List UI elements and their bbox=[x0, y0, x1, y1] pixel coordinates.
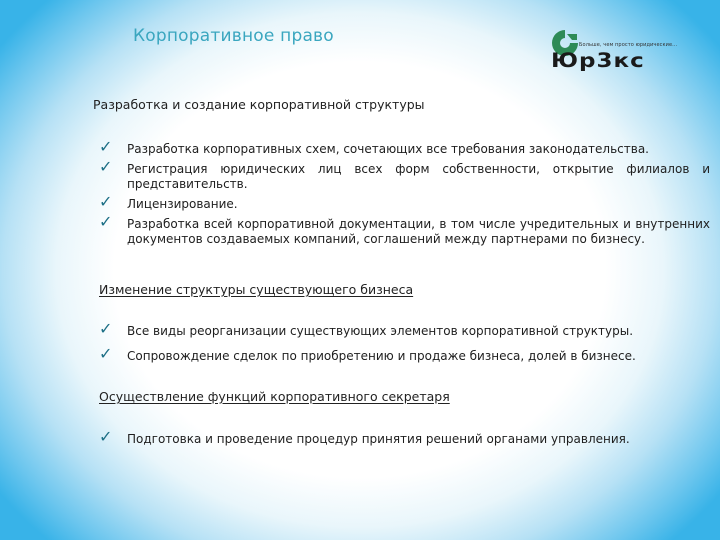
section-list-structure bbox=[99, 137, 710, 257]
logo-wordmark: Юр3кс bbox=[551, 50, 645, 73]
list-item bbox=[99, 212, 710, 247]
section-heading-secretary: Осуществление функций корпоративного секретаря bbox=[99, 389, 450, 404]
list-item-text: Регистрация юридических лиц всех форм собственности, открытие филиалов и представительств. bbox=[127, 162, 710, 191]
section-list-secretary bbox=[99, 427, 710, 447]
company-logo bbox=[548, 28, 678, 76]
logo-tagline: Больше, чем просто юридические... bbox=[579, 42, 678, 48]
checkmark-icon: ✓ bbox=[99, 427, 113, 446]
slide-title: Корпоративное право bbox=[133, 26, 334, 46]
list-item bbox=[99, 319, 710, 339]
section-heading-restructuring: Изменение структуры существующего бизнеса bbox=[99, 282, 414, 297]
checkmark-icon: ✓ bbox=[99, 192, 113, 211]
list-item bbox=[99, 192, 710, 212]
list-item-text: Подготовка и проведение процедур принятия решений органами управления. bbox=[127, 432, 630, 446]
list-item-text: Лицензирование. bbox=[127, 197, 238, 211]
checkmark-icon: ✓ bbox=[99, 344, 113, 363]
checkmark-icon: ✓ bbox=[99, 319, 113, 338]
list-item-text: Сопровождение сделок по приобретению и продаже бизнеса, долей в бизнесе. bbox=[127, 349, 636, 363]
list-item bbox=[99, 157, 710, 192]
section-heading-structure: Разработка и создание корпоративной структуры bbox=[93, 97, 425, 112]
section-list-restructuring bbox=[99, 319, 710, 374]
list-item bbox=[99, 137, 710, 157]
list-item-text: Разработка корпоративных схем, сочетающих все требования законодательства. bbox=[127, 142, 649, 156]
checkmark-icon: ✓ bbox=[99, 137, 113, 156]
checkmark-icon: ✓ bbox=[99, 157, 113, 176]
list-item-text: Все виды реорганизации существующих элементов корпоративной структуры. bbox=[127, 324, 634, 338]
list-item bbox=[99, 344, 710, 364]
list-item bbox=[99, 427, 710, 447]
checkmark-icon: ✓ bbox=[99, 212, 113, 231]
list-item-text: Разработка всей корпоративной документации, в том числе учредительных и внутренних документов создаваемых компаний, соглашений между партнерами по бизнесу. bbox=[127, 217, 710, 246]
